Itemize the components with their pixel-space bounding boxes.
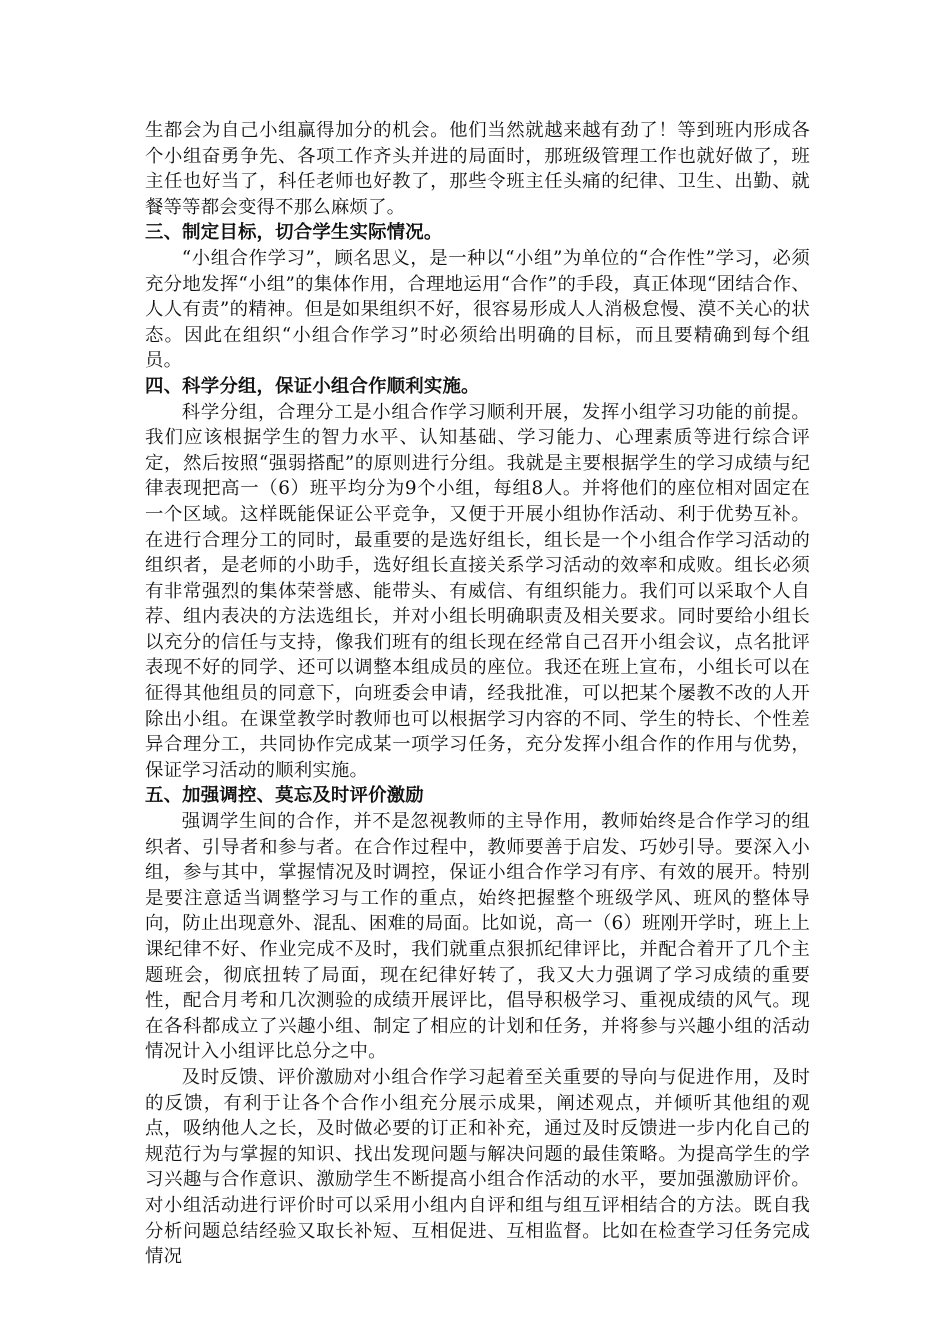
section-5-paragraph-2: 及时反馈、评价激励对小组合作学习起着至关重要的导向与促进作用，及时的反馈，有利于让各个合作小组充分展示成果，阐述观点，并倾听其他组的观点，吸纳他人之长，及时做必要的订正和补充，通过及时反馈进一步内化自己的规范行为与掌握的知识、找出发现问题与解决问题的最佳策略。为提高学生的学习兴趣与合作意识、激励学生不断提高小组合作活动的水平，要加强激励评价。对小组活动进行评价时可以采用小组内自评和组与组互评相结合的方法。既自我分析问题总结经验又取长补短、互相促进、互相监督。比如在检查学习任务完成情况 — [145, 1066, 810, 1268]
continuation-paragraph: 生都会为自己小组赢得加分的机会。他们当然就越来越有劲了！等到班内形成各个小组奋勇争先、各项工作齐头并进的局面时，那班级管理工作也就好做了，班主任也好当了，科任老师也好教了，那些令班主任头痛的纪律、卫生、出勤、就餐等等都会变得不那么麻烦了。 — [145, 120, 810, 218]
section-5-paragraph-1: 强调学生间的合作，并不是忽视教师的主导作用，教师始终是合作学习的组织者、引导者和参与者。在合作过程中，教师要善于启发、巧妙引导。要深入小组，参与其中，掌握情况及时调控，保证小组合作学习有序、有效的展开。特别是要注意适当调整学习与工作的重点，始终把握整个班级学风、班风的整体导向，防止出现意外、混乱、困难的局面。比如说，高一（6）班刚开学时，班上上课纪律不好、作业完成不及时，我们就重点狠抓纪律评比，并配合着开了几个主题班会，彻底扭转了局面，现在纪律好转了，我又大力强调了学习成绩的重要性，配合月考和几次测验的成绩开展评比，倡导积极学习、重视成绩的风气。现在各科都成立了兴趣小组、制定了相应的计划和任务，并将参与兴趣小组的活动情况计入小组评比总分之中。 — [145, 811, 810, 1063]
section-3-heading: 三、制定目标，切合学生实际情况。 — [145, 222, 443, 244]
section-5-heading: 五、加强调控、莫忘及时评价激励 — [145, 785, 424, 807]
section-3-paragraph-1: “小组合作学习”，顾名思义，是一种以“小组”为单位的“合作性”学习，必须充分地发挥“小组”的集体作用，合理地运用“合作”的手段，真正体现“团结合作、人人有责”的精神。但是如果组织不好，很容易形成人人消极怠慢、漠不关心的状态。因此在组织“小组合作学习”时必须给出明确的目标，而且要精确到每个组员。 — [145, 247, 810, 372]
section-4-heading: 四、科学分组，保证小组合作顺利实施。 — [145, 375, 480, 397]
document-page — [145, 118, 810, 1270]
section-4-paragraph-1: 科学分组，合理分工是小组合作学习顺利开展，发挥小组学习功能的前提。我们应该根据学生的智力水平、认知基础、学习能力、心理素质等进行综合评定，然后按照“强弱搭配”的原则进行分组。我就是主要根据学生的学习成绩与纪律表现把高一（6）班平均分为9个小组，每组8人。并将他们的座位相对固定在一个区域。这样既能保证公平竞争，又便于开展小组协作活动、利于优势互补。在进行合理分工的同时，最重要的是选好组长，组长是一个小组合作学习活动的组织者，是老师的小助手，选好组长直接关系学习活动的效率和成败。组长必须有非常强烈的集体荣誉感、能带头、有威信、有组织能力。我们可以采取个人自荐、组内表决的方法选组长，并对小组长明确职责及相关要求。同时要给小组长以充分的信任与支持，像我们班有的组长现在经常自己召开小组会议，点名批评表现不好的同学、还可以调整本组成员的座位。我还在班上宣布，小组长可以在征得其他组员的同意下，向班委会申请，经我批准，可以把某个屡教不改的人开除出小组。在课堂教学时教师也可以根据学习内容的不同、学生的特长、个性差异合理分工，共同协作完成某一项学习任务，充分发挥小组合作的作用与优势，保证学习活动的顺利实施。 — [145, 401, 810, 781]
